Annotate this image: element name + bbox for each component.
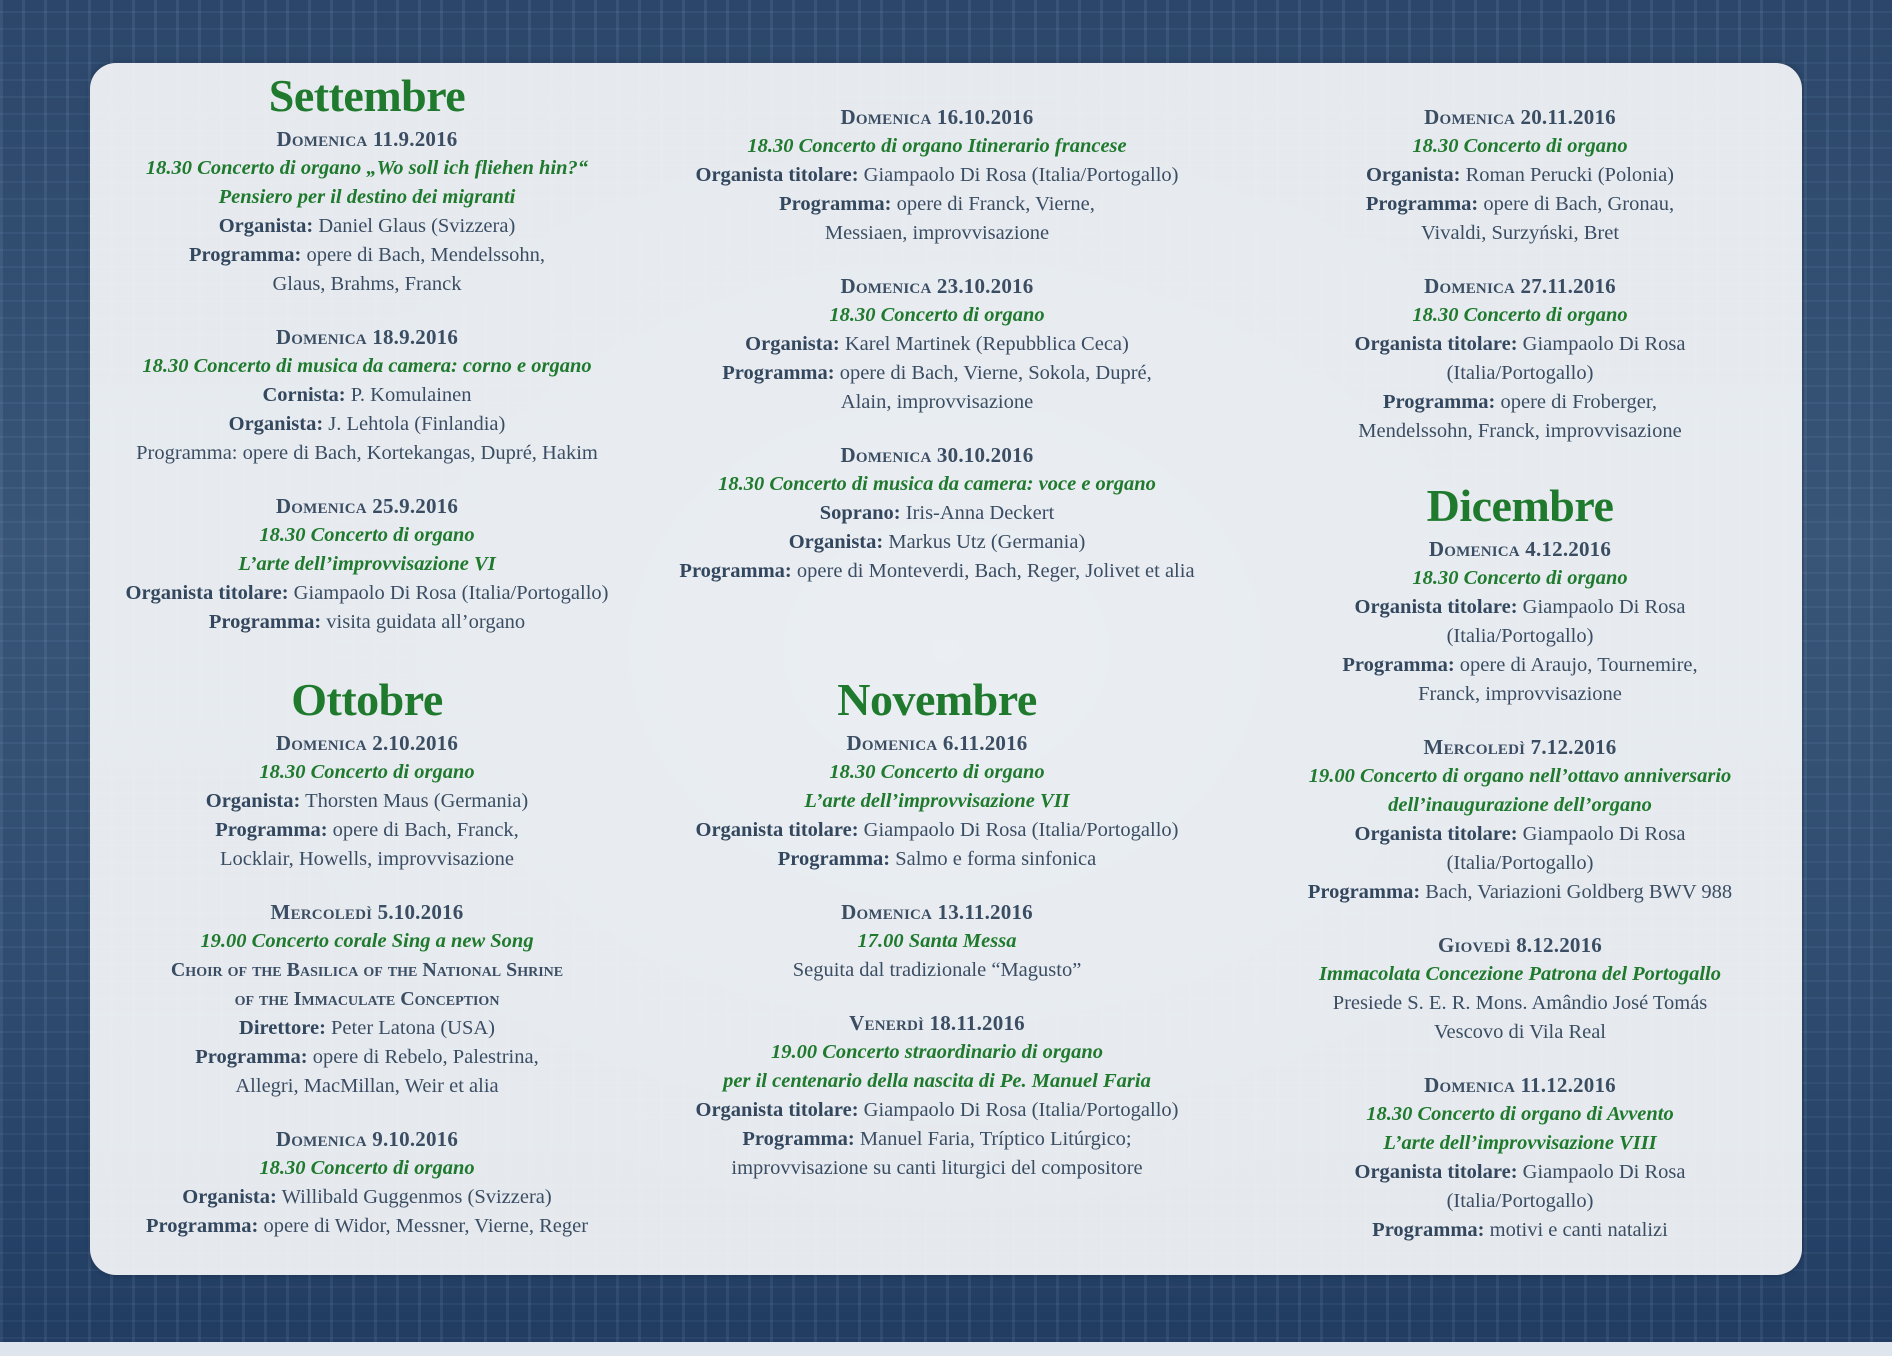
field-label: Organista titolare: (695, 1099, 859, 1121)
event-text: Franck, improvvisazione (1418, 683, 1622, 705)
event-date: Domenica 6.11.2016 (846, 731, 1028, 755)
event-entry (654, 1009, 1220, 1183)
field-value: Markus Utz (Germania) (888, 531, 1086, 553)
event-entry (1240, 1071, 1800, 1245)
field-value: opere di Bach, Gronau, (1483, 193, 1675, 215)
event-title: 18.30 Concerto di organo Itinerario francese (747, 135, 1127, 157)
event-entry (1240, 103, 1800, 248)
event-title: 18.30 Concerto di organo di Avvento (1366, 1103, 1674, 1125)
field-value: opere di Froberger, (1500, 391, 1657, 413)
column-2 (654, 63, 1220, 1275)
field-label: Organista: (205, 790, 301, 812)
event-text: Mendelssohn, Franck, improvvisazione (1358, 420, 1682, 442)
event-date: Domenica 20.11.2016 (1424, 105, 1616, 129)
labeled-line (90, 1014, 644, 1043)
event-title: 17.00 Santa Messa (857, 930, 1017, 952)
labeled-line (90, 1043, 644, 1072)
event-entry (1240, 931, 1800, 1047)
labeled-line (90, 608, 644, 637)
bottom-strip (0, 1342, 1892, 1356)
field-value: Karel Martinek (Repubblica Ceca) (844, 333, 1129, 355)
field-value: Daniel Glaus (Svizzera) (318, 215, 516, 237)
event-text: Vivaldi, Surzyński, Bret (1420, 222, 1620, 244)
event-date: Domenica 23.10.2016 (840, 274, 1034, 298)
labeled-line (1240, 190, 1800, 219)
month-heading: Dicembre (1426, 480, 1614, 531)
labeled-line (90, 816, 644, 845)
labeled-line (90, 579, 644, 608)
labeled-line (654, 1096, 1220, 1125)
event-title: L’arte dell’improvvisazione VI (238, 553, 496, 575)
event-title: 18.30 Concerto di organo (259, 761, 475, 783)
field-label: Programma: (1383, 391, 1496, 413)
event-date: Domenica 27.11.2016 (1424, 274, 1616, 298)
field-value: opere di Widor, Messner, Vierne, Reger (263, 1215, 589, 1237)
labeled-line (1240, 593, 1800, 622)
event-entry (1240, 272, 1800, 446)
event-title: 18.30 Concerto di organo (829, 304, 1045, 326)
field-value: Roman Perucki (Polonia) (1465, 164, 1675, 186)
field-label: Programma: (195, 1046, 308, 1068)
field-label: Programma: (1307, 881, 1421, 903)
labeled-line (1240, 651, 1800, 680)
labeled-line (654, 845, 1220, 874)
labeled-line (1240, 820, 1800, 849)
field-label: Organista: (745, 333, 840, 355)
labeled-line (654, 1125, 1220, 1154)
month-heading: Ottobre (291, 674, 443, 725)
event-date: Domenica 2.10.2016 (275, 731, 459, 755)
event-title: Pensiero per il destino dei migranti (218, 186, 516, 208)
event-text: Alain, improvvisazione (840, 391, 1034, 413)
field-label: Organista: (788, 531, 884, 553)
column-1 (90, 63, 644, 1275)
event-date: Domenica 16.10.2016 (840, 105, 1034, 129)
event-text: (Italia/Portogallo) (1446, 362, 1594, 384)
event-entry (90, 898, 644, 1101)
event-text: Programma: opere di Bach, Kortekangas, Dupré, Hakim (136, 442, 598, 464)
event-date: Venerdì 18.11.2016 (849, 1011, 1025, 1035)
field-label: Organista titolare: (1354, 333, 1518, 355)
field-label: Programma: (1342, 654, 1455, 676)
field-value: Giampaolo Di Rosa (1522, 333, 1686, 355)
event-entry (654, 441, 1220, 586)
labeled-line (654, 161, 1220, 190)
field-value: Giampaolo Di Rosa (1522, 1161, 1686, 1183)
field-value: opere di Bach, Vierne, Sokola, Dupré, (839, 362, 1152, 384)
field-label: Programma: (722, 362, 835, 384)
field-value: opere di Araujo, Tournemire, (1459, 654, 1698, 676)
field-label: Soprano: (819, 502, 901, 524)
event-date: Domenica 18.9.2016 (275, 325, 459, 349)
field-label: Programma: (1365, 193, 1479, 215)
event-date: Domenica 30.10.2016 (840, 443, 1034, 467)
field-label: Organista: (228, 413, 324, 435)
field-value: Salmo e forma sinfonica (895, 848, 1097, 870)
field-label: Organista titolare: (125, 582, 289, 604)
event-title: 18.30 Concerto di organo (1412, 304, 1628, 326)
event-date: Domenica 4.12.2016 (1428, 537, 1612, 561)
labeled-line (90, 381, 644, 410)
event-entry (90, 729, 644, 874)
labeled-line (90, 410, 644, 439)
field-label: Organista: (218, 215, 314, 237)
event-title: 18.30 Concerto di organo „Wo soll ich fliehen hin?“ (145, 157, 589, 179)
labeled-line (654, 499, 1220, 528)
event-title: 18.30 Concerto di organo (259, 524, 475, 546)
event-title: 19.00 Concerto corale Sing a new Song (200, 930, 534, 952)
field-value: Thorsten Maus (Germania) (305, 790, 529, 812)
field-value: Giampaolo Di Rosa (1522, 823, 1686, 845)
field-value: J. Lehtola (Finlandia) (328, 413, 506, 435)
field-value: Manuel Faria, Tríptico Litúrgico; (859, 1128, 1132, 1150)
labeled-line (654, 359, 1220, 388)
event-text: Vescovo di Vila Real (1433, 1021, 1607, 1043)
event-title: dell’inaugurazione dell’organo (1388, 794, 1652, 816)
field-label: Programma: (1372, 1219, 1485, 1241)
labeled-line (654, 190, 1220, 219)
event-title: 18.30 Concerto di organo (259, 1157, 475, 1179)
field-label: Programma: (215, 819, 328, 841)
event-date: Giovedì 8.12.2016 (1438, 933, 1602, 957)
event-title: 19.00 Concerto straordinario di organo (770, 1041, 1104, 1063)
labeled-line (90, 1183, 644, 1212)
field-label: Organista titolare: (1354, 596, 1518, 618)
event-entry (1240, 535, 1800, 709)
field-value: opere di Monteverdi, Bach, Reger, Jolivet et alia (796, 560, 1195, 582)
field-value: Giampaolo Di Rosa (Italia/Portogallo) (863, 819, 1179, 841)
event-date: Domenica 13.11.2016 (841, 900, 1033, 924)
event-entry (90, 1125, 644, 1241)
field-value: opere di Bach, Mendelssohn, (306, 244, 545, 266)
concert-schedule-panel (90, 63, 1802, 1275)
field-value: Giampaolo Di Rosa (1522, 596, 1686, 618)
labeled-line (90, 241, 644, 270)
event-text: Seguita dal tradizionale “Magusto” (792, 959, 1082, 981)
event-text: Locklair, Howells, improvvisazione (219, 848, 515, 870)
event-text: (Italia/Portogallo) (1446, 852, 1594, 874)
labeled-line (1240, 878, 1800, 907)
field-value: Iris-Anna Deckert (905, 502, 1055, 524)
event-text: improvvisazione su canti liturgici del compositore (731, 1157, 1143, 1179)
field-value: Giampaolo Di Rosa (Italia/Portogallo) (863, 164, 1179, 186)
labeled-line (654, 557, 1220, 586)
ensemble-name: Choir of the Basilica of the National Shrine (170, 959, 564, 981)
event-entry (90, 125, 644, 299)
month-block-november (654, 674, 1220, 1207)
field-label: Programma: (777, 848, 891, 870)
events-block-november-cont (1240, 103, 1800, 470)
event-title: 18.30 Concerto di musica da camera: corno e organo (142, 355, 592, 377)
field-label: Organista: (1365, 164, 1461, 186)
labeled-line (1240, 388, 1800, 417)
event-title: 18.30 Concerto di organo (1412, 135, 1628, 157)
field-value: Bach, Variazioni Goldberg BWV 988 (1425, 881, 1733, 903)
labeled-line (1240, 330, 1800, 359)
event-title: 18.30 Concerto di organo (1412, 567, 1628, 589)
month-heading: Settembre (268, 70, 466, 121)
event-entry (654, 272, 1220, 417)
labeled-line (90, 787, 644, 816)
field-value: opere di Franck, Vierne, (896, 193, 1095, 215)
labeled-line (90, 1212, 644, 1241)
event-text: Messiaen, improvvisazione (824, 222, 1050, 244)
field-label: Programma: (145, 1215, 259, 1237)
event-entry (90, 323, 644, 468)
event-title: L’arte dell’improvvisazione VII (804, 790, 1070, 812)
month-heading: Novembre (837, 674, 1037, 725)
event-entry (90, 492, 644, 637)
event-entry (1240, 733, 1800, 907)
field-value: Giampaolo Di Rosa (Italia/Portogallo) (863, 1099, 1179, 1121)
field-label: Organista titolare: (695, 819, 859, 841)
field-label: Programma: (742, 1128, 855, 1150)
month-block-october (90, 674, 644, 1265)
field-value: P. Komulainen (350, 384, 472, 406)
field-label: Programma: (208, 611, 322, 633)
field-value: Peter Latona (USA) (331, 1017, 495, 1039)
month-block-december (1240, 480, 1800, 1269)
event-date: Mercoledì 7.12.2016 (1423, 735, 1617, 759)
field-value: opere di Bach, Franck, (332, 819, 519, 841)
field-label: Programma: (188, 244, 302, 266)
event-date: Domenica 9.10.2016 (275, 1127, 459, 1151)
event-text: (Italia/Portogallo) (1446, 1190, 1594, 1212)
event-title: 18.30 Concerto di musica da camera: voce e organo (718, 473, 1156, 495)
labeled-line (654, 330, 1220, 359)
field-label: Organista titolare: (695, 164, 859, 186)
ensemble-name: of the Immaculate Conception (234, 988, 500, 1010)
field-label: Organista: (182, 1186, 277, 1208)
event-title: per il centenario della nascita di Pe. Manuel Faria (723, 1070, 1151, 1092)
labeled-line (90, 212, 644, 241)
month-block-september (90, 70, 644, 661)
events-block-october-cont (654, 103, 1220, 610)
labeled-line (654, 528, 1220, 557)
event-title: 18.30 Concerto di organo (829, 761, 1045, 783)
field-value: visita guidata all’organo (326, 611, 526, 633)
field-value: Willibald Guggenmos (Svizzera) (281, 1186, 552, 1208)
field-label: Cornista: (262, 384, 346, 406)
labeled-line (1240, 1158, 1800, 1187)
event-title: L’arte dell’improvvisazione VIII (1383, 1132, 1657, 1154)
event-entry (654, 103, 1220, 248)
event-text: (Italia/Portogallo) (1446, 625, 1594, 647)
field-label: Programma: (779, 193, 892, 215)
event-entry (654, 729, 1220, 874)
field-label: Organista titolare: (1354, 1161, 1518, 1183)
event-date: Mercoledì 5.10.2016 (270, 900, 464, 924)
column-3 (1240, 63, 1800, 1275)
event-text: Allegri, MacMillan, Weir et alia (235, 1075, 499, 1097)
field-value: motivi e canti natalizi (1489, 1219, 1668, 1241)
field-label: Programma: (679, 560, 792, 582)
labeled-line (1240, 161, 1800, 190)
event-title: 19.00 Concerto di organo nell’ottavo anniversario (1308, 765, 1732, 787)
event-text: Presiede S. E. R. Mons. Amândio José Tomás (1332, 992, 1708, 1014)
event-date: Domenica 25.9.2016 (275, 494, 459, 518)
field-label: Organista titolare: (1354, 823, 1518, 845)
event-date: Domenica 11.9.2016 (276, 127, 458, 151)
field-label: Direttore: (239, 1017, 326, 1039)
event-entry (654, 898, 1220, 985)
event-text: Glaus, Brahms, Franck (272, 273, 462, 295)
labeled-line (654, 816, 1220, 845)
field-value: opere di Rebelo, Palestrina, (312, 1046, 539, 1068)
labeled-line (1240, 1216, 1800, 1245)
field-value: Giampaolo Di Rosa (Italia/Portogallo) (293, 582, 609, 604)
event-date: Domenica 11.12.2016 (1424, 1073, 1616, 1097)
event-title: Immacolata Concezione Patrona del Portogallo (1318, 963, 1722, 985)
